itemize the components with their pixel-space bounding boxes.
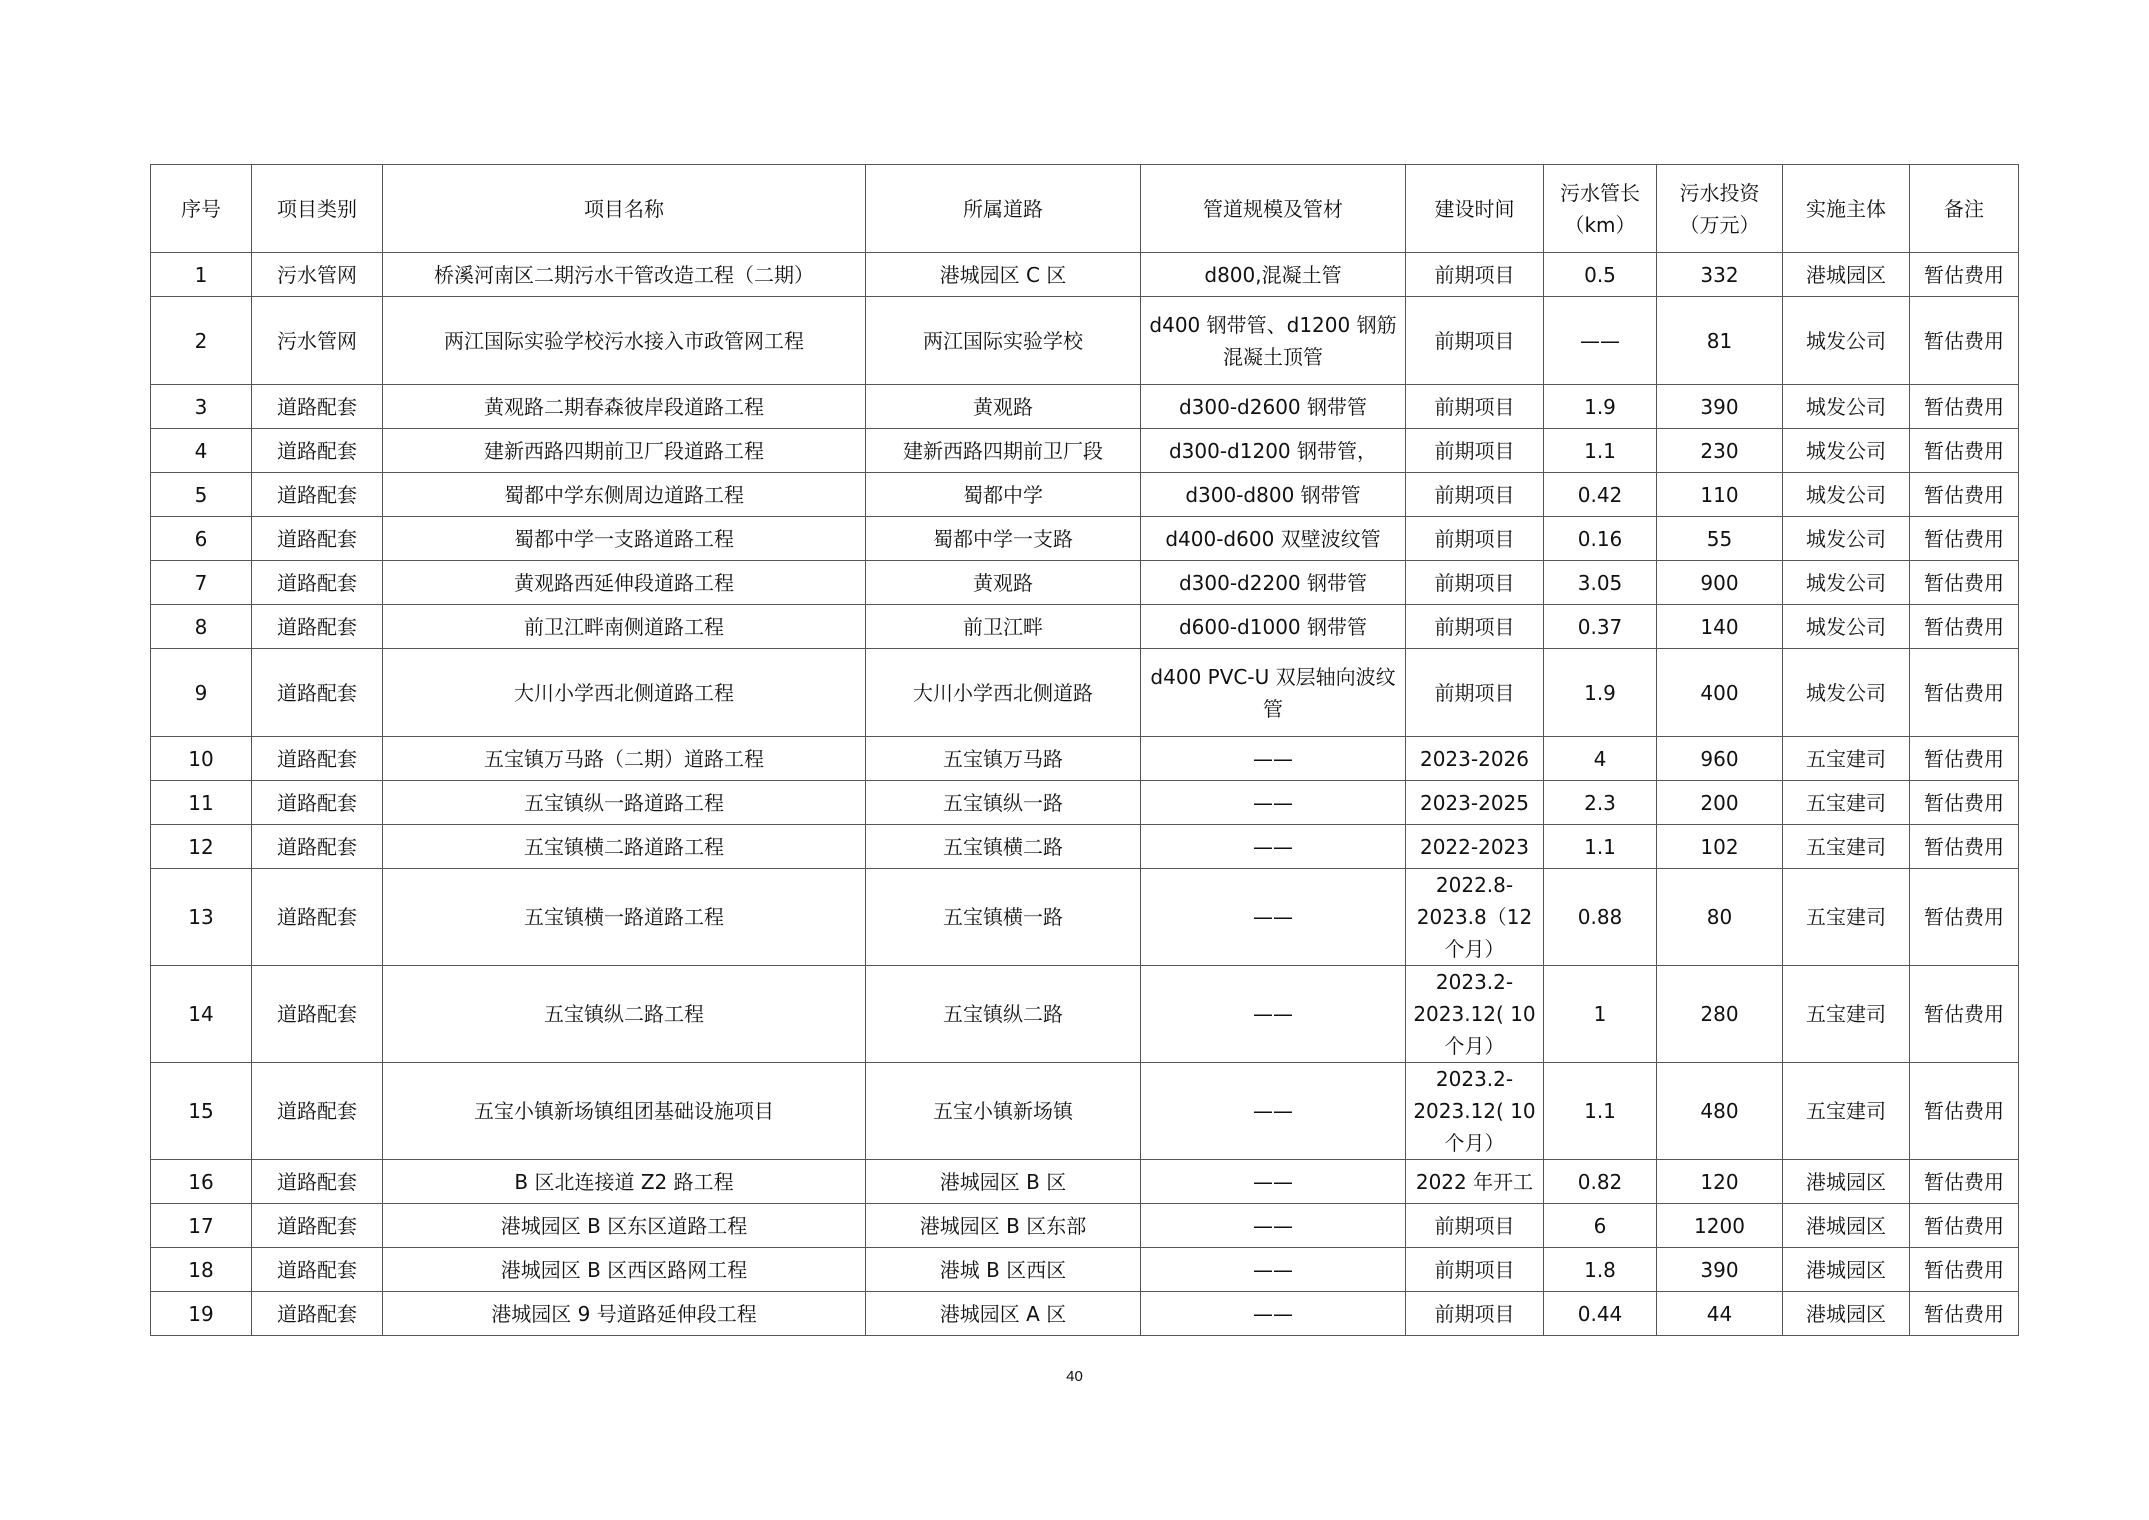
table-cell: 暂估费用 (1910, 517, 2019, 561)
table-cell: 蜀都中学一支路 (866, 517, 1141, 561)
table-row (151, 781, 2019, 825)
table-cell: —— (1141, 737, 1406, 781)
table-cell: 前期项目 (1406, 1204, 1544, 1248)
table-cell: 两江国际实验学校污水接入市政管网工程 (383, 297, 866, 385)
table-cell: 五宝镇纵二路 (866, 966, 1141, 1063)
table-cell: 五宝镇纵二路工程 (383, 966, 866, 1063)
table-cell: 0.16 (1544, 517, 1657, 561)
table-row (151, 825, 2019, 869)
table-cell: 城发公司 (1783, 605, 1910, 649)
table-cell: 蜀都中学一支路道路工程 (383, 517, 866, 561)
table-cell: 道路配套 (252, 517, 383, 561)
table-cell: 道路配套 (252, 649, 383, 737)
table-cell: 城发公司 (1783, 561, 1910, 605)
table-cell: 332 (1657, 253, 1783, 297)
table-cell: d400 钢带管、d1200 钢筋混凝土顶管 (1141, 297, 1406, 385)
table-cell: 1.9 (1544, 385, 1657, 429)
table-cell: 前期项目 (1406, 473, 1544, 517)
table-cell: 0.42 (1544, 473, 1657, 517)
table-cell: 1.9 (1544, 649, 1657, 737)
table-cell: 前期项目 (1406, 605, 1544, 649)
table-cell: 城发公司 (1783, 385, 1910, 429)
table-cell: 5 (151, 473, 252, 517)
table-cell: 建新西路四期前卫厂段道路工程 (383, 429, 866, 473)
table-cell: 2 (151, 297, 252, 385)
table-cell: 0.37 (1544, 605, 1657, 649)
table-cell: 前期项目 (1406, 429, 1544, 473)
table-cell: 44 (1657, 1292, 1783, 1336)
table-cell: —— (1141, 1204, 1406, 1248)
table-cell: 80 (1657, 869, 1783, 966)
table-cell: 0.82 (1544, 1160, 1657, 1204)
header-cell: 项目类别 (252, 165, 383, 253)
table-cell: d300-d2200 钢带管 (1141, 561, 1406, 605)
table-cell: 港城园区 (1783, 1248, 1910, 1292)
header-cell: 项目名称 (383, 165, 866, 253)
table-cell: 黄观路西延伸段道路工程 (383, 561, 866, 605)
table-cell: 道路配套 (252, 1063, 383, 1160)
table-cell: 暂估费用 (1910, 605, 2019, 649)
table-cell: 港城 B 区西区 (866, 1248, 1141, 1292)
table-cell: 暂估费用 (1910, 1204, 2019, 1248)
table-row (151, 1063, 2019, 1160)
table-cell: 390 (1657, 1248, 1783, 1292)
table-cell: —— (1141, 1063, 1406, 1160)
table-cell: 1.1 (1544, 429, 1657, 473)
table-cell: 0.5 (1544, 253, 1657, 297)
table-cell: 道路配套 (252, 869, 383, 966)
table-cell: 2023.2-2023.12( 10 个月） (1406, 966, 1544, 1063)
table-cell: 3.05 (1544, 561, 1657, 605)
table-cell: 暂估费用 (1910, 561, 2019, 605)
table-cell: 五宝镇横二路 (866, 825, 1141, 869)
table-cell: 960 (1657, 737, 1783, 781)
table-cell: 道路配套 (252, 825, 383, 869)
table-cell: 2023.2-2023.12( 10 个月） (1406, 1063, 1544, 1160)
table-cell: 道路配套 (252, 429, 383, 473)
table-cell: 12 (151, 825, 252, 869)
table-cell: 1.1 (1544, 825, 1657, 869)
table-header-row (151, 165, 2019, 253)
table-cell: 五宝小镇新场镇 (866, 1063, 1141, 1160)
table-cell: 1200 (1657, 1204, 1783, 1248)
table-cell: 2022-2023 (1406, 825, 1544, 869)
table-cell: 1 (1544, 966, 1657, 1063)
table-cell: 黄观路二期春森彼岸段道路工程 (383, 385, 866, 429)
table-cell: 前期项目 (1406, 297, 1544, 385)
table-cell: 前期项目 (1406, 561, 1544, 605)
table-cell: d600-d1000 钢带管 (1141, 605, 1406, 649)
header-cell: 建设时间 (1406, 165, 1544, 253)
table-row (151, 966, 2019, 1063)
table-cell: 建新西路四期前卫厂段 (866, 429, 1141, 473)
table-cell: 6 (151, 517, 252, 561)
table-cell: d400 PVC-U 双层轴向波纹管 (1141, 649, 1406, 737)
table-cell: 道路配套 (252, 473, 383, 517)
table-cell: 暂估费用 (1910, 737, 2019, 781)
table-cell: 暂估费用 (1910, 1292, 2019, 1336)
page-number: 40 (1066, 1368, 1083, 1385)
table-cell: 17 (151, 1204, 252, 1248)
table-cell: d300-d1200 钢带管， (1141, 429, 1406, 473)
table-cell: 蜀都中学 (866, 473, 1141, 517)
table-cell: 道路配套 (252, 1160, 383, 1204)
table-cell: —— (1141, 1160, 1406, 1204)
table-cell: 暂估费用 (1910, 869, 2019, 966)
table-cell: 道路配套 (252, 561, 383, 605)
table-cell: —— (1141, 966, 1406, 1063)
table-row (151, 297, 2019, 385)
table-row (151, 385, 2019, 429)
table-cell: 13 (151, 869, 252, 966)
table-cell: 五宝建司 (1783, 966, 1910, 1063)
table-cell: 污水管网 (252, 297, 383, 385)
table-row (151, 429, 2019, 473)
table-cell: 0.44 (1544, 1292, 1657, 1336)
table-cell: 7 (151, 561, 252, 605)
table-cell: 暂估费用 (1910, 781, 2019, 825)
table-cell: 11 (151, 781, 252, 825)
table-cell: 230 (1657, 429, 1783, 473)
table-cell: 暂估费用 (1910, 1248, 2019, 1292)
table-cell: 五宝镇纵一路道路工程 (383, 781, 866, 825)
table-cell: 五宝建司 (1783, 781, 1910, 825)
table-row (151, 253, 2019, 297)
table-cell: 道路配套 (252, 1204, 383, 1248)
header-cell: 备注 (1910, 165, 2019, 253)
table-cell: —— (1544, 297, 1657, 385)
table-cell: —— (1141, 1292, 1406, 1336)
table-cell: 蜀都中学东侧周边道路工程 (383, 473, 866, 517)
table-cell: 900 (1657, 561, 1783, 605)
table-row (151, 517, 2019, 561)
table-cell: 4 (151, 429, 252, 473)
table-cell: 2022 年开工 (1406, 1160, 1544, 1204)
table-cell: 15 (151, 1063, 252, 1160)
header-cell: 管道规模及管材 (1141, 165, 1406, 253)
table-cell: 102 (1657, 825, 1783, 869)
table-cell: 道路配套 (252, 737, 383, 781)
table-cell: 18 (151, 1248, 252, 1292)
header-cell: 序号 (151, 165, 252, 253)
table-cell: 前期项目 (1406, 1292, 1544, 1336)
table-cell: 8 (151, 605, 252, 649)
table-cell: 280 (1657, 966, 1783, 1063)
table-cell: 污水管网 (252, 253, 383, 297)
table-cell: 港城园区 B 区西区路网工程 (383, 1248, 866, 1292)
table-cell: 桥溪河南区二期污水干管改造工程（二期） (383, 253, 866, 297)
table-cell: 道路配套 (252, 605, 383, 649)
table-row (151, 1292, 2019, 1336)
table-cell: 暂估费用 (1910, 297, 2019, 385)
table-cell: 五宝镇万马路 (866, 737, 1141, 781)
table-cell: 前期项目 (1406, 385, 1544, 429)
table-cell: 五宝建司 (1783, 1063, 1910, 1160)
header-cell: 实施主体 (1783, 165, 1910, 253)
table-cell: 港城园区 (1783, 253, 1910, 297)
table-cell: 19 (151, 1292, 252, 1336)
table-cell: 前期项目 (1406, 517, 1544, 561)
table-cell: 大川小学西北侧道路工程 (383, 649, 866, 737)
table-cell: d300-d2600 钢带管 (1141, 385, 1406, 429)
table-row (151, 1160, 2019, 1204)
table-cell: 暂估费用 (1910, 385, 2019, 429)
table-cell: 城发公司 (1783, 649, 1910, 737)
table-cell: 9 (151, 649, 252, 737)
table-cell: d800,混凝土管 (1141, 253, 1406, 297)
table-cell: —— (1141, 869, 1406, 966)
table-row (151, 1248, 2019, 1292)
table-cell: 港城园区 (1783, 1292, 1910, 1336)
table-cell: 2023-2026 (1406, 737, 1544, 781)
table-cell: 暂估费用 (1910, 1063, 2019, 1160)
table-cell: 1.8 (1544, 1248, 1657, 1292)
table-cell: d400-d600 双壁波纹管 (1141, 517, 1406, 561)
project-table (150, 164, 2019, 1336)
table-cell: 道路配套 (252, 966, 383, 1063)
table-cell: 暂估费用 (1910, 825, 2019, 869)
table-cell: 港城园区 A 区 (866, 1292, 1141, 1336)
table-cell: 暂估费用 (1910, 966, 2019, 1063)
table-cell: 港城园区 (1783, 1160, 1910, 1204)
table-cell: 道路配套 (252, 1292, 383, 1336)
table-cell: 1 (151, 253, 252, 297)
table-cell: 暂估费用 (1910, 1160, 2019, 1204)
table-cell: 6 (1544, 1204, 1657, 1248)
table-cell: 五宝镇横二路道路工程 (383, 825, 866, 869)
table-cell: 前卫江畔 (866, 605, 1141, 649)
table-cell: 五宝建司 (1783, 737, 1910, 781)
table-cell: 五宝镇横一路 (866, 869, 1141, 966)
table-cell: 3 (151, 385, 252, 429)
table-cell: 前卫江畔南侧道路工程 (383, 605, 866, 649)
table-row (151, 869, 2019, 966)
table-cell: 55 (1657, 517, 1783, 561)
table-cell: 港城园区 B 区东部 (866, 1204, 1141, 1248)
table-cell: 道路配套 (252, 385, 383, 429)
table-cell: 港城园区 B 区 (866, 1160, 1141, 1204)
header-cell: 污水管长（km） (1544, 165, 1657, 253)
table-cell: 暂估费用 (1910, 253, 2019, 297)
table-cell: 2022.8-2023.8（12 个月） (1406, 869, 1544, 966)
table-cell: 黄观路 (866, 561, 1141, 605)
table-cell: 港城园区 B 区东区道路工程 (383, 1204, 866, 1248)
table-cell: —— (1141, 781, 1406, 825)
table-cell: 14 (151, 966, 252, 1063)
table-cell: 16 (151, 1160, 252, 1204)
table-cell: 2023-2025 (1406, 781, 1544, 825)
table-cell: 道路配套 (252, 781, 383, 825)
table-cell: 五宝小镇新场镇组团基础设施项目 (383, 1063, 866, 1160)
table-cell: 前期项目 (1406, 253, 1544, 297)
table-row (151, 605, 2019, 649)
table-cell: 200 (1657, 781, 1783, 825)
table-cell: 1.1 (1544, 1063, 1657, 1160)
table-cell: 暂估费用 (1910, 473, 2019, 517)
header-cell: 所属道路 (866, 165, 1141, 253)
table-cell: 暂估费用 (1910, 429, 2019, 473)
table-cell: 110 (1657, 473, 1783, 517)
table-cell: 2.3 (1544, 781, 1657, 825)
table-cell: 港城园区 C 区 (866, 253, 1141, 297)
table-cell: 400 (1657, 649, 1783, 737)
table-cell: 五宝建司 (1783, 869, 1910, 966)
table-cell: 0.88 (1544, 869, 1657, 966)
table-cell: 黄观路 (866, 385, 1141, 429)
table-cell: 大川小学西北侧道路 (866, 649, 1141, 737)
table-row (151, 649, 2019, 737)
table-cell: 10 (151, 737, 252, 781)
table-cell: 道路配套 (252, 1248, 383, 1292)
table-cell: 390 (1657, 385, 1783, 429)
table-cell: 两江国际实验学校 (866, 297, 1141, 385)
table-row (151, 561, 2019, 605)
table-cell: d300-d800 钢带管 (1141, 473, 1406, 517)
table-cell: 前期项目 (1406, 1248, 1544, 1292)
table-cell: 81 (1657, 297, 1783, 385)
header-cell: 污水投资（万元） (1657, 165, 1783, 253)
table-cell: —— (1141, 1248, 1406, 1292)
table-cell: 4 (1544, 737, 1657, 781)
table-row (151, 1204, 2019, 1248)
table-cell: 前期项目 (1406, 649, 1544, 737)
table-cell: 城发公司 (1783, 517, 1910, 561)
table-cell: 暂估费用 (1910, 649, 2019, 737)
table-cell: 五宝镇横一路道路工程 (383, 869, 866, 966)
table-cell: B 区北连接道 Z2 路工程 (383, 1160, 866, 1204)
table-cell: 140 (1657, 605, 1783, 649)
table-cell: 五宝镇万马路（二期）道路工程 (383, 737, 866, 781)
table-row (151, 473, 2019, 517)
table-cell: 120 (1657, 1160, 1783, 1204)
table-cell: 城发公司 (1783, 473, 1910, 517)
table-cell: 五宝镇纵一路 (866, 781, 1141, 825)
table-cell: 港城园区 (1783, 1204, 1910, 1248)
table-cell: 港城园区 9 号道路延伸段工程 (383, 1292, 866, 1336)
table-row (151, 737, 2019, 781)
table-cell: 五宝建司 (1783, 825, 1910, 869)
table-cell: —— (1141, 825, 1406, 869)
table-cell: 城发公司 (1783, 429, 1910, 473)
table-cell: 城发公司 (1783, 297, 1910, 385)
table-cell: 480 (1657, 1063, 1783, 1160)
